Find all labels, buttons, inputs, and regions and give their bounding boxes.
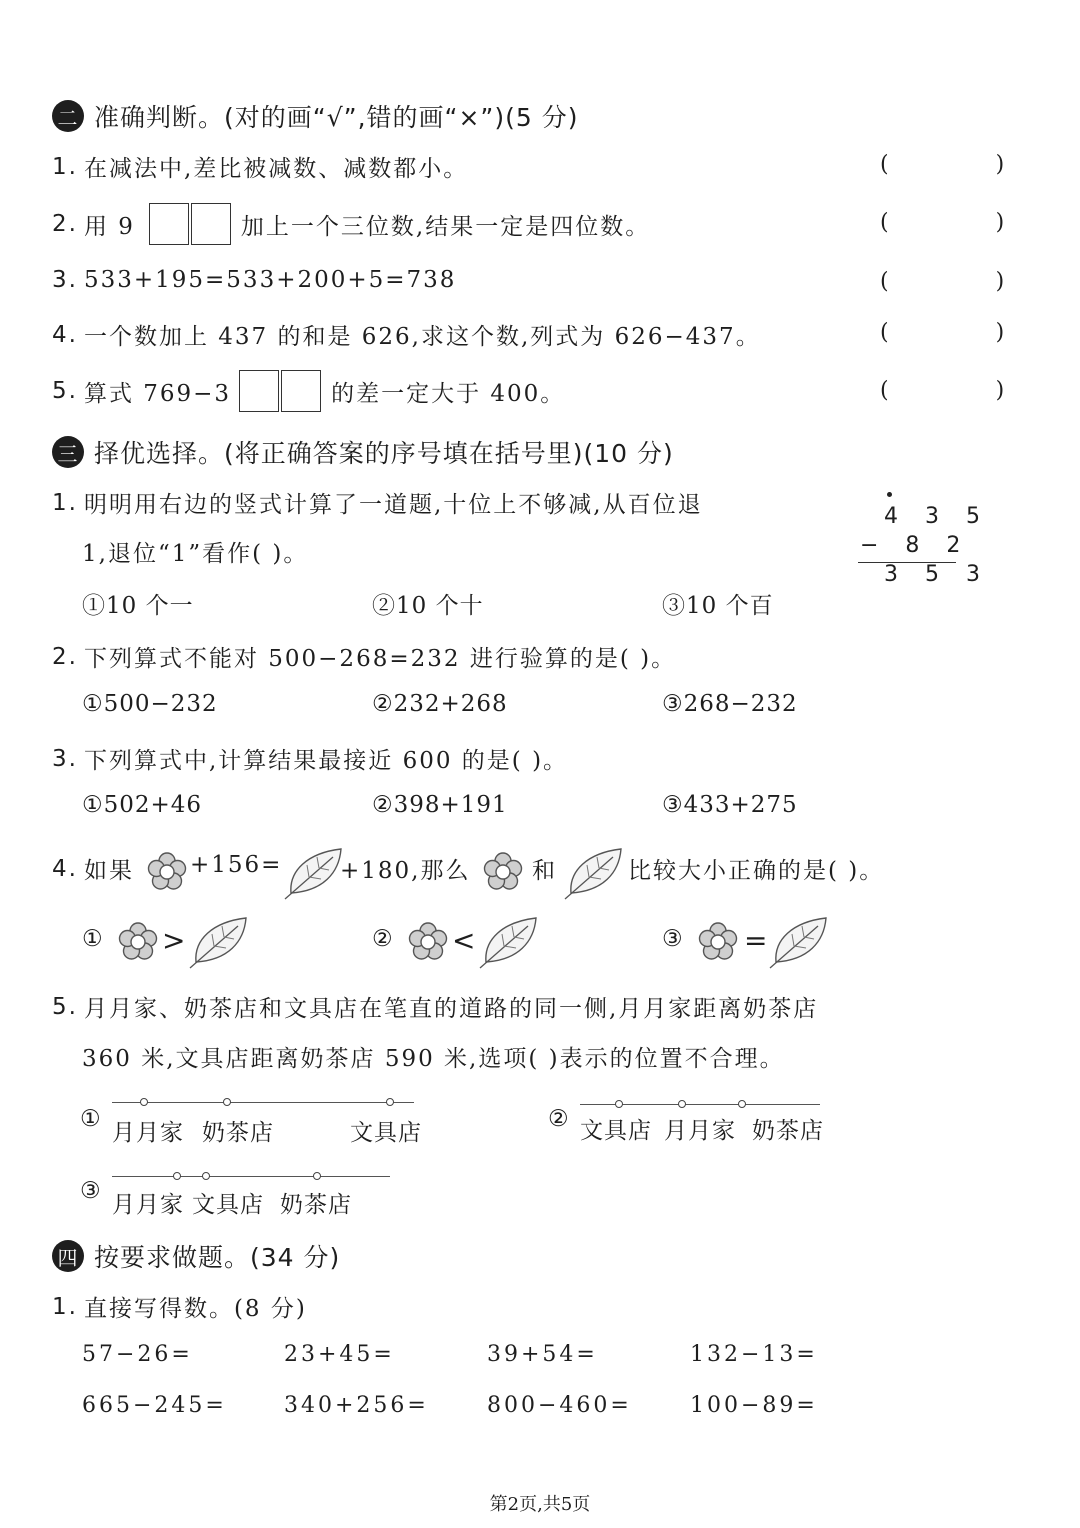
- question-number: 1.: [52, 489, 78, 516]
- choice-question-3: [52, 742, 568, 775]
- question-text-line-1: 明明用右边的竖式计算了一道题,十位上不够减,从百位退: [83, 492, 703, 518]
- question-text-part: 和: [532, 858, 557, 884]
- option-3[interactable]: ③433+275: [662, 792, 798, 818]
- place-label: 月月家: [112, 1120, 184, 1146]
- question-number: 2.: [52, 643, 78, 670]
- leaf-icon: [565, 845, 625, 897]
- choice-question-5-line-2: [82, 1040, 785, 1073]
- flower-icon: [145, 850, 189, 894]
- calc-question-1: [52, 1290, 307, 1323]
- question-text: 直接写得数。(8 分): [83, 1296, 307, 1322]
- digit-box: [191, 203, 231, 245]
- section-3-heading: [52, 434, 674, 470]
- location-dot: [173, 1172, 181, 1180]
- location-dot: [202, 1172, 210, 1180]
- digit-box: [239, 370, 279, 412]
- place-label: 月月家: [112, 1192, 184, 1218]
- comparison-symbol: <: [452, 924, 477, 957]
- place-label: 文具店: [350, 1120, 422, 1146]
- location-dot: [678, 1100, 686, 1108]
- question-text-line-2: 360 米,文具店距离奶茶店 590 米,选项( )表示的位置不合理。: [82, 1046, 785, 1072]
- judge-item-4: [52, 318, 761, 351]
- leaf-icon: [770, 914, 830, 966]
- road-diagram-1[interactable]: [80, 1092, 420, 1152]
- vertical-subtraction: [858, 492, 990, 592]
- judge-item-2: [52, 203, 650, 245]
- option-1[interactable]: ①502+46: [82, 792, 203, 818]
- option-label: ②: [548, 1106, 570, 1132]
- location-dot: [615, 1100, 623, 1108]
- question-text: 在减法中,差比被减数、减数都小。: [83, 156, 469, 182]
- choice-question-5: [52, 990, 818, 1023]
- question-text-after-boxes: 的差一定大于 400。: [331, 380, 566, 407]
- answer-parentheses[interactable]: ( ): [880, 378, 1055, 403]
- question-text-line-2: 1,退位“1”看作( )。: [82, 541, 309, 567]
- road-diagram-2[interactable]: [548, 1092, 838, 1152]
- option-label: ①: [80, 1106, 102, 1132]
- option-2-label[interactable]: ②: [372, 926, 394, 952]
- option-1-label[interactable]: ①: [82, 926, 104, 952]
- place-label: 奶茶店: [202, 1120, 274, 1146]
- digit-box: [149, 203, 189, 245]
- question-text: 下列算式中,计算结果最接近 600 的是( )。: [83, 748, 569, 774]
- judge-item-3: [52, 267, 456, 293]
- question-text: 下列算式不能对 500−268=232 进行验算的是( )。: [83, 646, 677, 672]
- judge-item-1: [52, 150, 468, 183]
- judge-item-5: [52, 370, 565, 412]
- digit-box: [281, 370, 321, 412]
- answer-parentheses[interactable]: ( ): [880, 210, 1055, 235]
- location-dot: [313, 1172, 321, 1180]
- section-4-heading: [52, 1238, 340, 1274]
- option-2[interactable]: ②10 个十: [372, 593, 484, 619]
- question-text: 533+195=533+200+5=738: [83, 267, 457, 293]
- subtrahend: − 8 2: [860, 533, 971, 558]
- flower-icon: [696, 920, 740, 964]
- question-text-part: 比较大小正确的是( )。: [628, 858, 885, 884]
- comparison-symbol: =: [744, 924, 769, 957]
- option-1[interactable]: ①500−232: [82, 691, 218, 717]
- choice-question-1-line-2: [82, 535, 308, 568]
- question-number: 1.: [52, 1293, 78, 1320]
- answer-parentheses[interactable]: ( ): [880, 152, 1055, 177]
- choice-question-2: [52, 640, 676, 673]
- location-dot: [738, 1100, 746, 1108]
- leaf-icon: [285, 845, 345, 897]
- section-number-badge: 二: [52, 100, 84, 132]
- section-2-heading: [52, 98, 579, 134]
- flower-icon: [481, 850, 525, 894]
- comparison-symbol: >: [162, 924, 187, 957]
- place-label: 奶茶店: [280, 1192, 352, 1218]
- section-number-badge: 三: [52, 436, 84, 468]
- question-text-before-boxes: 算式 769−3: [83, 380, 232, 407]
- leaf-icon: [480, 914, 540, 966]
- question-text-part: 如果: [83, 858, 134, 884]
- option-3-label[interactable]: ③: [662, 926, 684, 952]
- question-number: 2.: [52, 211, 78, 237]
- option-3[interactable]: ③268−232: [662, 691, 798, 717]
- choice-question-1: [52, 486, 703, 519]
- question-text-after-boxes: 加上一个三位数,结果一定是四位数。: [240, 213, 651, 240]
- option-1[interactable]: ①10 个一: [82, 593, 194, 619]
- calc-item[interactable]: 100−89=: [690, 1393, 818, 1418]
- question-number: 5.: [52, 993, 78, 1020]
- question-number: 4.: [52, 321, 78, 348]
- option-2[interactable]: ②398+191: [372, 792, 508, 818]
- location-dot: [223, 1098, 231, 1106]
- calc-item[interactable]: 57−26=: [82, 1342, 193, 1367]
- road-line: [112, 1102, 414, 1103]
- digit-boxes: [149, 203, 233, 245]
- answer-parentheses[interactable]: ( ): [880, 269, 1055, 294]
- question-text-part: +156=: [190, 852, 283, 878]
- question-number: 4.: [52, 855, 78, 882]
- section-title: 按要求做题。(34 分): [94, 1243, 341, 1272]
- calc-item[interactable]: 665−245=: [82, 1393, 227, 1418]
- section-title: 择优选择。(将正确答案的序号填在括号里)(10 分): [94, 439, 674, 468]
- leaf-icon: [190, 914, 250, 966]
- place-label: 文具店: [192, 1192, 264, 1218]
- answer-parentheses[interactable]: ( ): [880, 320, 1055, 345]
- place-label: 奶茶店: [752, 1118, 824, 1144]
- digit-boxes: [239, 370, 323, 412]
- question-text-line-1: 月月家、奶茶店和文具店在笔直的道路的同一侧,月月家距离奶茶店: [83, 996, 819, 1022]
- location-dot: [140, 1098, 148, 1106]
- option-2[interactable]: ②232+268: [372, 691, 508, 717]
- section-number-badge: 四: [52, 1240, 84, 1272]
- calc-item[interactable]: 39+54=: [487, 1342, 598, 1367]
- place-label: 月月家: [664, 1118, 736, 1144]
- calc-item[interactable]: 132−13=: [690, 1342, 818, 1367]
- option-label: ③: [80, 1178, 102, 1204]
- question-number: 5.: [52, 378, 78, 404]
- option-3[interactable]: ③10 个百: [662, 593, 774, 619]
- question-text-part: +180,那么: [340, 858, 471, 884]
- minuend: 4 3 5: [884, 504, 990, 529]
- calc-item[interactable]: 800−460=: [487, 1393, 632, 1418]
- section-title: 准确判断。(对的画“√”,错的画“×”)(5 分): [94, 103, 579, 132]
- road-diagram-3[interactable]: [80, 1164, 400, 1224]
- choice-question-4: [52, 852, 134, 885]
- location-dot: [386, 1098, 394, 1106]
- road-line: [112, 1176, 390, 1177]
- question-number: 3.: [52, 267, 78, 293]
- borrow-dot: [887, 492, 892, 497]
- flower-icon: [406, 920, 450, 964]
- flower-icon: [116, 920, 160, 964]
- question-text: 一个数加上 437 的和是 626,求这个数,列式为 626−437。: [83, 324, 761, 350]
- place-label: 文具店: [580, 1118, 652, 1144]
- calc-item[interactable]: 340+256=: [284, 1393, 429, 1418]
- question-number: 3.: [52, 745, 78, 772]
- page-footer: 第2页,共5页: [489, 1494, 591, 1515]
- question-number: 1.: [52, 153, 78, 180]
- calc-item[interactable]: 23+45=: [284, 1342, 395, 1367]
- question-text-before-boxes: 用 9: [83, 213, 135, 240]
- difference: 3 5 3: [884, 562, 990, 587]
